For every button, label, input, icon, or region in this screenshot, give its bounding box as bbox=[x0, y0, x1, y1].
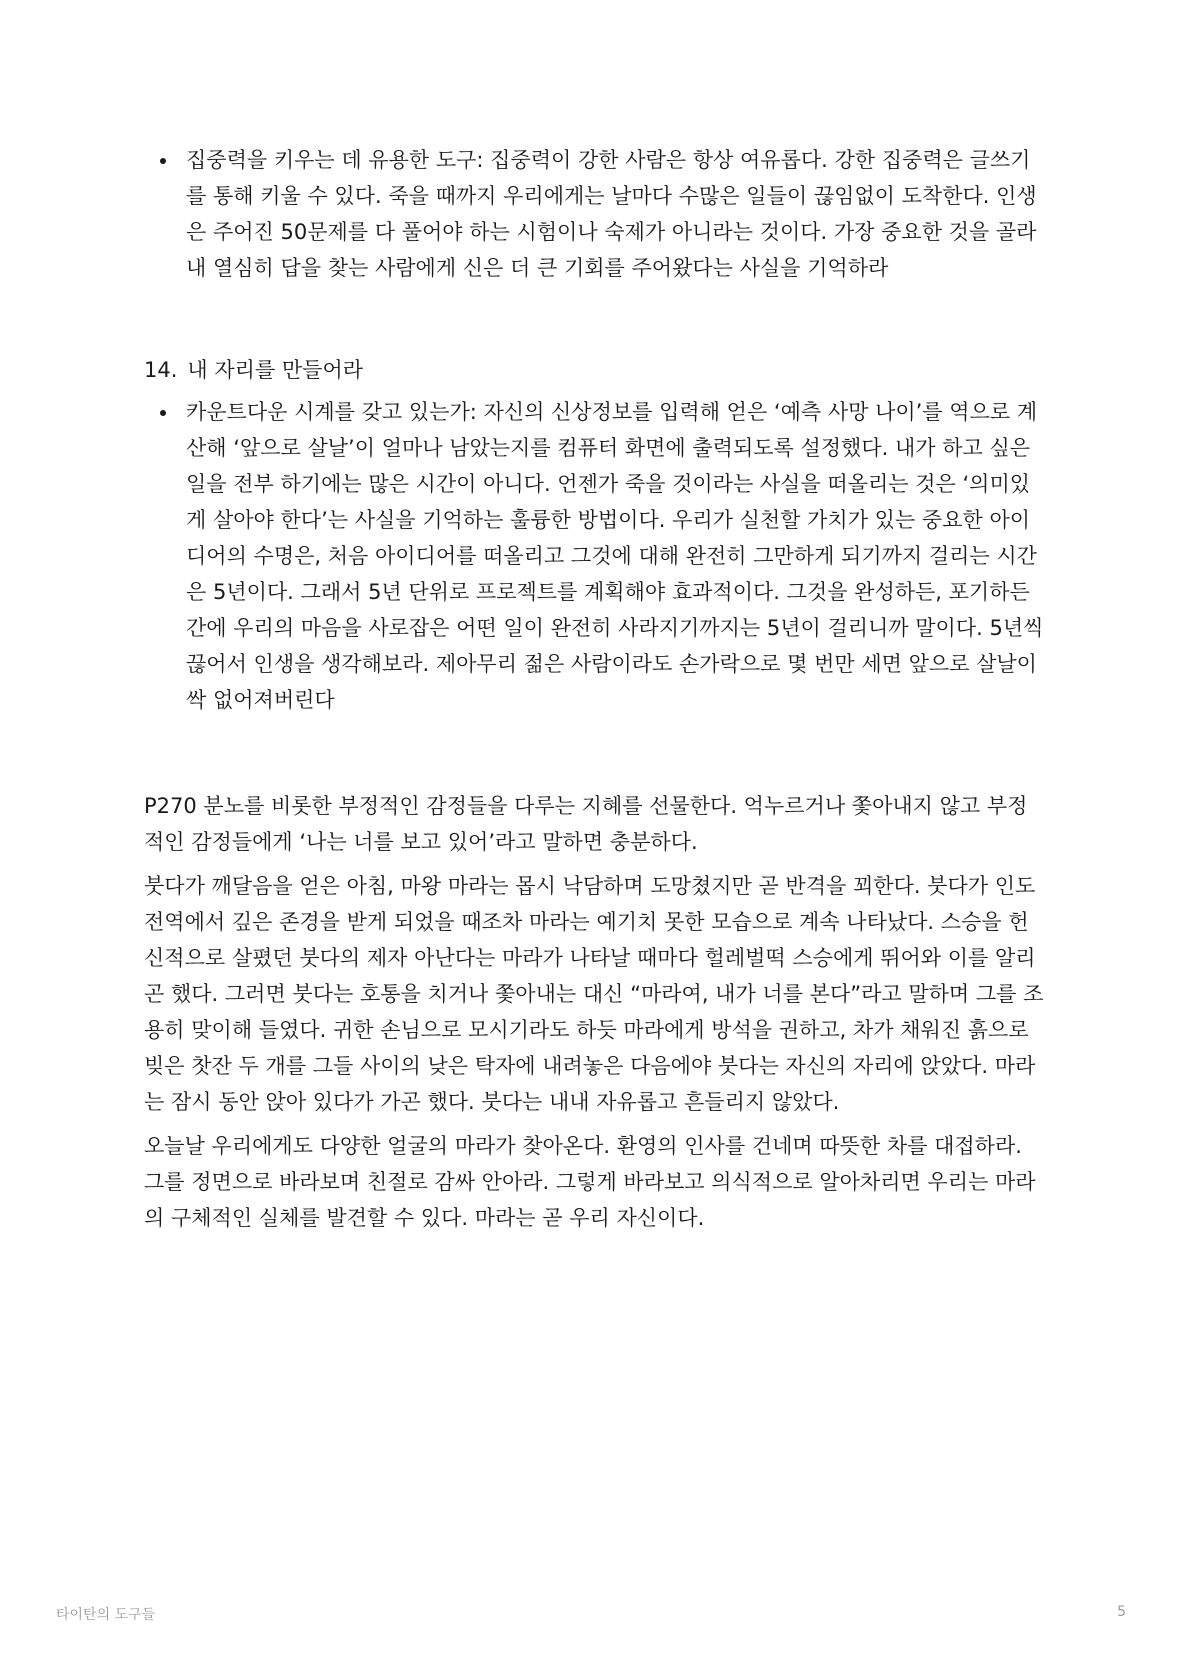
numbered-heading bbox=[144, 352, 1044, 388]
bullet-text: 집중력을 키우는 데 유용한 도구: 집중력이 강한 사람은 항상 여유롭다. 강한 집중력은 글쓰기를 통해 키울 수 있다. 죽을 때까지 우리에게는 날마다 수많은 일들이 끊임없이 도착한다. 인생은 주어진 50문제를 다 풀어야 하는 시험이나 숙제가 아니라는 것이다. 가장 중요한 것을 골라내 열심히 답을 찾는 사람에게 신은 더 큰 기회를 주어왔다는 사실을 기억하라 bbox=[186, 148, 1037, 280]
bullet-item bbox=[144, 142, 1044, 286]
bullet-dot-icon bbox=[160, 410, 166, 416]
paragraph: 오늘날 우리에게도 다양한 얼굴의 마라가 찾아온다. 환영의 인사를 건네며 따뜻한 차를 대접하라. 그를 정면으로 바라보며 친절로 감싸 안아라. 그렇게 바라보고 의식적으로 알아차리면 우리는 마라의 구체적인 실체를 발견할 수 있다. 마라는 곧 우리 자신이다. bbox=[144, 1134, 1036, 1230]
bullet-dot-icon bbox=[160, 158, 166, 164]
paragraph: 붓다가 깨달음을 얻은 아침, 마왕 마라는 몹시 낙담하며 도망쳤지만 곧 반격을 꾀한다. 붓다가 인도 전역에서 깊은 존경을 받게 되었을 때조차 마라는 예기치 못한 모습으로 계속 나타났다. 스승을 헌신적으로 살폈던 붓다의 제자 아난다는 마라가 나타날 때마다 헐레벌떡 스승에게 뛰어와 이를 알리곤 했다. 그러면 붓다는 호통을 치거나 쫓아내는 대신 “마라여, 내가 너를 본다”라고 말하며 그를 조용히 맞이해 들였다. 귀한 손님으로 모시기라도 하듯 마라에게 방석을 권하고, 차가 채워진 흙으로 빚은 찻잔 두 개를 그들 사이의 낮은 탁자에 내려놓은 다음에야 붓다는 자신의 자리에 앉았다. 마라는 잠시 동안 앉아 있다가 가곤 했다. 붓다는 내내 자유롭고 흔들리지 않았다. bbox=[144, 874, 1044, 1114]
heading-text: 내 자리를 만들어라 bbox=[187, 358, 364, 382]
paragraph: P270 분노를 비롯한 부정적인 감정들을 다루는 지혜를 선물한다. 억누르거나 쫓아내지 않고 부정적인 감정들에게 ‘나는 너를 보고 있어’라고 말하면 충분하다. bbox=[144, 794, 1028, 854]
page-content bbox=[144, 142, 1044, 1244]
footer-page-number: 5 bbox=[1117, 1604, 1126, 1620]
bullet-item bbox=[144, 394, 1044, 718]
footer-book-title: 타이탄의 도구들 bbox=[56, 1607, 156, 1623]
heading-number: 14. bbox=[144, 358, 178, 382]
bullet-text: 카운트다운 시계를 갖고 있는가: 자신의 신상정보를 입력해 얻은 ‘예측 사망 나이’를 역으로 계산해 ‘앞으로 살날’이 얼마나 남았는지를 컴퓨터 화면에 출력되도록 설정했다. 내가 하고 싶은 일을 전부 하기에는 많은 시간이 아니다. 언젠가 죽을 것이라는 사실을 떠올리는 것은 ‘의미있게 살아야 한다’는 사실을 기억하는 훌륭한 방법이다. 우리가 실천할 가치가 있는 중요한 아이디어의 수명은, 처음 아이디어를 떠올리고 그것에 대해 완전히 그만하게 되기까지 걸리는 시간은 5년이다. 그래서 5년 단위로 프로젝트를 계획해야 효과적이다. 그것을 완성하든, 포기하든 간에 우리의 마음을 사로잡은 어떤 일이 완전히 사라지기까지는 5년이 걸리니까 말이다. 5년씩 끊어서 인생을 생각해보라. 제아무리 젊은 사람이라도 손가락으로 몇 번만 세면 앞으로 살날이 싹 없어져버린다 bbox=[186, 400, 1044, 712]
